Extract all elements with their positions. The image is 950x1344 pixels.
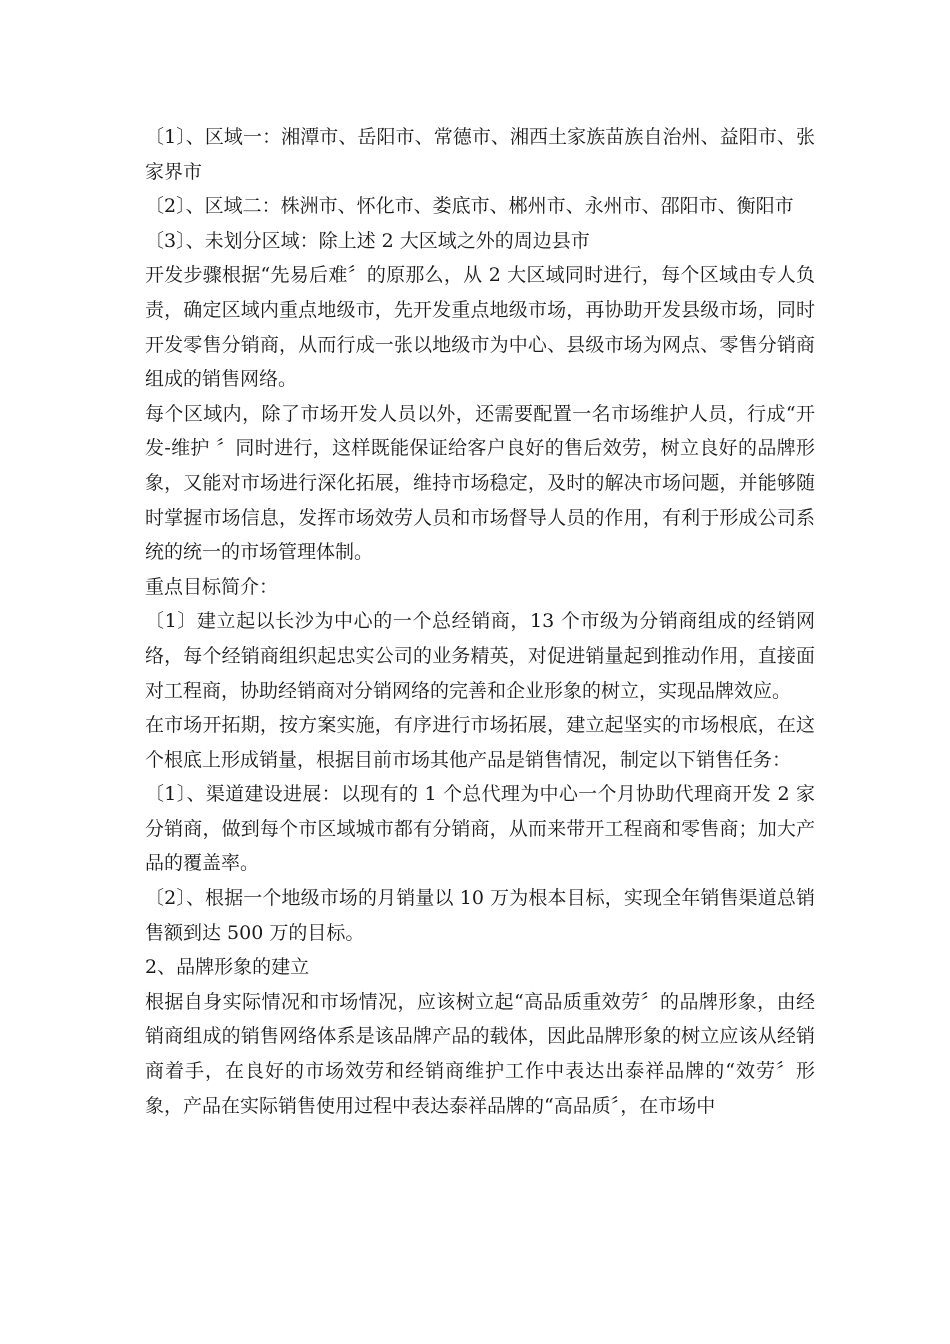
paragraph-region-two: 〔2〕、区域二：株洲市、怀化市、娄底市、郴州市、永州市、邵阳市、衡阳市	[145, 195, 794, 218]
paragraph-channel-building: 〔1〕、渠道建设进展：以现有的 1 个总代理为中心一个月协助代理商开发 2 家分销商，做到每个市区域城市都有分销商，从而来带开工程商和零售商；加大产品的覆盖率。	[145, 783, 815, 875]
document-body	[145, 120, 815, 1123]
paragraph-market-expansion: 在市场开拓期，按方案实施，有序进行市场拓展，建立起坚实的市场根底，在这个根底上形成销量，根据目前市场其他产品是销售情况，制定以下销售任务：	[145, 714, 815, 771]
paragraph-development-steps: 开发步骤根据“先易后难〞的原那么，从 2 大区域同时进行，每个区域由专人负责，确定区域内重点地级市，先开发重点地级市场，再协助开发县级市场，同时开发零售分销商，从而行成一张以地级市为中心、县级市场为网点、零售分销商组成的销售网络。	[145, 264, 815, 391]
paragraph-region-one: 〔1〕、区域一：湘潭市、岳阳市、常德市、湘西土家族苗族自治州、益阳市、张家界市	[145, 126, 815, 183]
paragraph-brand-image: 根据自身实际情况和市场情况，应该树立起“高品质重效劳〞的品牌形象，由经销商组成的销售网络体系是该品牌产品的载体，因此品牌形象的树立应该从经销商着手，在良好的市场效劳和经销商维护工作中表达出泰祥品牌的“效劳〞形象，产品在实际销售使用过程中表达泰祥品牌的“高品质〞，在市场中	[145, 990, 815, 1117]
paragraph-key-goals-heading: 重点目标简介：	[145, 575, 279, 598]
paragraph-unassigned-region: 〔3〕、未划分区域：除上述 2 大区域之外的周边县市	[145, 229, 590, 252]
paragraph-maintenance-staff: 每个区域内，除了市场开发人员以外，还需要配置一名市场维护人员，行成“开发-维护 〞同时进行，这样既能保证给客户良好的售后效劳，树立良好的品牌形象，又能对市场进行深化拓展，维持市场稳定，及时的解决市场问题，并能够随时掌握市场信息，发挥市场效劳人员和市场督导人员的作用，有利于形成公司系统的统一的市场管理体制。	[145, 402, 815, 564]
paragraph-key-goal-one: 〔1〕建立起以长沙为中心的一个总经销商，13 个市级为分销商组成的经销网络，每个经销商组织起忠实公司的业务精英，对促进销量起到推动作用，直接面对工程商，协助经销商对分销网络的完善和企业形象的树立，实现品牌效应。	[145, 610, 815, 702]
paragraph-brand-heading: 2、品牌形象的建立	[145, 956, 310, 979]
paragraph-sales-target: 〔2〕、根据一个地级市场的月销量以 10 万为根本目标，实现全年销售渠道总销售额到达 500 万的目标。	[145, 887, 815, 944]
